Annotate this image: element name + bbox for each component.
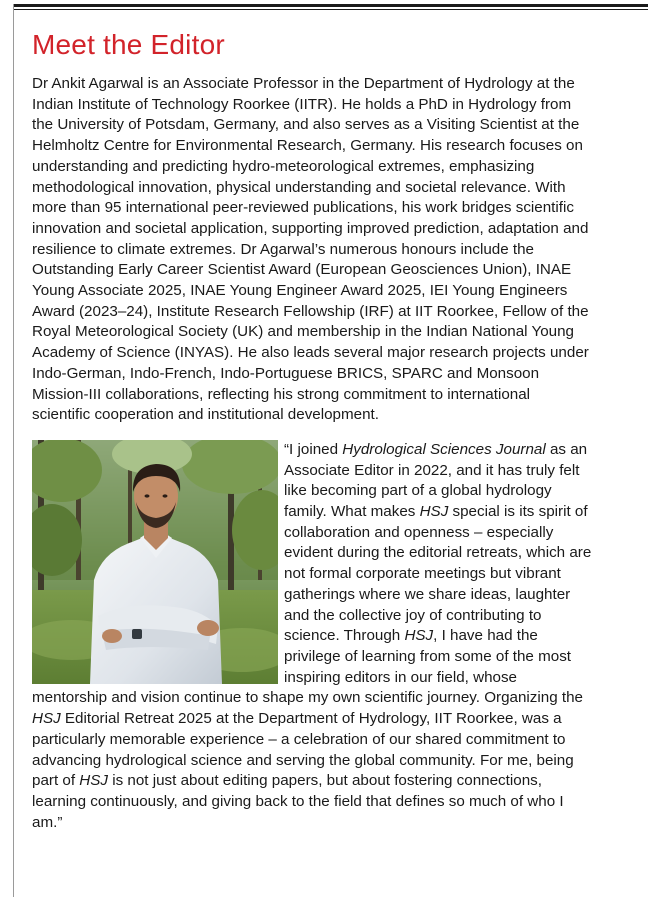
top-rule-thin bbox=[14, 9, 648, 10]
journal-name: Hydrological Sciences Journal bbox=[342, 440, 546, 458]
quote-text-4: , I have had the privilege of learning from some of the most inspiring editors in our field, whose mentorship and vision continue to shape my own scientific journey. Organizing the bbox=[32, 627, 583, 707]
journal-abbr: HSJ bbox=[32, 710, 61, 728]
editor-bio: Dr Ankit Agarwal is an Associate Professor in the Department of Hydrology at the Indian Institute of Technology Roorkee (IITR). He holds a PhD in Hydrology from the University of Potsdam, Germany, and also serves as a Visiting Scientist at the Helmholtz Centre for Environmental Research, Germany. His research focuses on understanding and predicting hydro-meteorological extremes, emphasizing methodological innovation, physical understanding and societal relevance. With more than 95 international peer-reviewed publications, his work bridges scientific innovation and societal application, supporting improved prediction, adaptation and resilience to climate extremes. Dr Agarwal’s numerous honours include the Outstanding Early Career Scientist Award (European Geosciences Union), INAE Young Associate 2025, INAE Young Engineer Award 2025, IEI Young Engineers Award (2023–24), Institute Research Fellowship (IRF) at IIT Roorkee, Fellow of the Royal Meteorological Society (UK) and membership in the Indian National Young Academy of Science (INYAS). He also leads several major research projects under Indo-German, Indo-French, Indo-Portuguese BRICS, SPARC and Monsoon Mission-III collaborations, reflecting his strong commitment to international scientific cooperation and institutional development. bbox=[32, 75, 589, 424]
article bbox=[32, 28, 592, 833]
journal-abbr: HSJ bbox=[404, 627, 434, 645]
journal-abbr: HSJ bbox=[419, 503, 449, 521]
quote-text-6: is not just about editing papers, but about fostering connections, learning continuously, and giving back to the field that defines so much of who I am.” bbox=[32, 772, 564, 831]
quote-text-5: Editorial Retreat 2025 at the Department of Hydrology, IIT Roorkee, was a particularly memorable experience – a celebration of our shared commitment to advancing hydrological science and serving the global community. For me, being part of bbox=[32, 710, 574, 790]
page-title: Meet the Editor bbox=[32, 29, 225, 60]
portrait-illustration bbox=[32, 440, 278, 684]
editor-portrait-photo bbox=[32, 440, 278, 684]
quote-text-2: as an Associate Editor in 2022, and it has truly felt like becoming part of a global hydrology family. What makes bbox=[284, 440, 588, 521]
editor-quote bbox=[32, 440, 592, 833]
quote-text-3: special is its spirit of collaboration and openness – especially evident during the editorial retreats, which are not formal corporate meetings but vibrant gatherings where we share ideas, laughter and the collective joy of contributing to science. Through bbox=[284, 503, 592, 645]
quote-text-1: “I joined bbox=[284, 440, 343, 458]
journal-abbr: HSJ bbox=[79, 772, 108, 790]
left-border bbox=[13, 4, 14, 897]
top-rule-thick bbox=[14, 4, 648, 7]
